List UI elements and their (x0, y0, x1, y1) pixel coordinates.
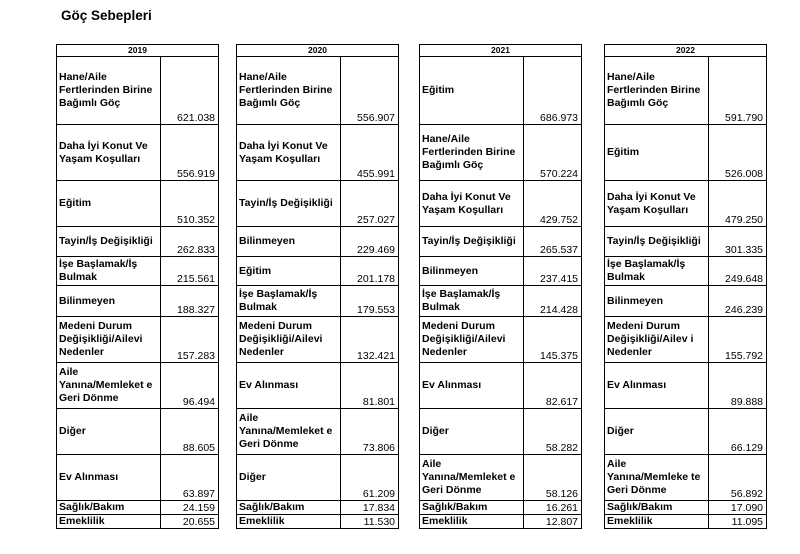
reason-label: Daha İyi Konut Ve Yaşam Koşulları (605, 181, 709, 227)
table-row (57, 317, 219, 363)
reason-label: Hane/Aile Fertlerinden Birine Bağımlı Göç (237, 57, 341, 125)
reason-label: Bilinmeyen (57, 286, 161, 317)
table-row (237, 501, 399, 515)
reason-label: Medeni Durum Değişikliği/Ailevi Nedenler (237, 317, 341, 363)
reason-label: Emeklilik (237, 515, 341, 529)
reason-value: 24.159 (161, 501, 219, 515)
reason-value: 66.129 (709, 409, 767, 455)
table-row (57, 455, 219, 501)
reason-value: 229.469 (341, 227, 399, 257)
reason-label: Sağlık/Bakım (605, 501, 709, 515)
reason-value: 246.239 (709, 286, 767, 317)
table-year-header: 2022 (605, 45, 767, 57)
reason-label: İşe Başlamak/İş Bulmak (237, 286, 341, 317)
table-year-header: 2019 (57, 45, 219, 57)
reason-value: 257.027 (341, 181, 399, 227)
table-row (605, 363, 767, 409)
reason-value: 132.421 (341, 317, 399, 363)
reason-value: 510.352 (161, 181, 219, 227)
table-row (57, 363, 219, 409)
reason-value: 556.907 (341, 57, 399, 125)
table-row (237, 286, 399, 317)
reason-label: Daha İyi Konut Ve Yaşam Koşulları (420, 181, 524, 227)
table-row (57, 57, 219, 125)
reason-label: Ev Alınması (57, 455, 161, 501)
reason-value: 265.537 (524, 227, 582, 257)
reason-value: 89.888 (709, 363, 767, 409)
reason-value: 11.095 (709, 515, 767, 529)
reason-label: Eğitim (420, 57, 524, 125)
reason-value: 570.224 (524, 125, 582, 181)
table-row (57, 257, 219, 286)
reason-label: Tayin/İş Değişikliği (237, 181, 341, 227)
reason-label: Diğer (237, 455, 341, 501)
reason-label: İşe Başlamak/İş Bulmak (57, 257, 161, 286)
reason-value: 63.897 (161, 455, 219, 501)
reason-label: Tayin/İş Değişikliği (57, 227, 161, 257)
reason-label: Ev Alınması (420, 363, 524, 409)
table-2022 (604, 44, 767, 529)
table-2019 (56, 44, 219, 529)
reason-value: 58.282 (524, 409, 582, 455)
table-row (237, 257, 399, 286)
reason-value: 686.973 (524, 57, 582, 125)
reason-label: Ev Alınması (605, 363, 709, 409)
reason-value: 73.806 (341, 409, 399, 455)
table-row (420, 515, 582, 529)
reason-label: Diğer (605, 409, 709, 455)
reason-value: 179.553 (341, 286, 399, 317)
reason-label: Sağlık/Bakım (237, 501, 341, 515)
reason-value: 12.807 (524, 515, 582, 529)
reason-label: Aile Yanına/Memleket e Geri Dönme (237, 409, 341, 455)
reason-value: 17.090 (709, 501, 767, 515)
reason-label: Hane/Aile Fertlerinden Birine Bağımlı Göç (420, 125, 524, 181)
reason-value: 81.801 (341, 363, 399, 409)
table-row (57, 515, 219, 529)
reason-value: 61.209 (341, 455, 399, 501)
table-row (237, 515, 399, 529)
reason-value: 249.648 (709, 257, 767, 286)
table-row (57, 227, 219, 257)
table-2020 (236, 44, 399, 529)
reason-value: 157.283 (161, 317, 219, 363)
table-row (237, 125, 399, 181)
table-row (420, 363, 582, 409)
table-row (420, 286, 582, 317)
reason-value: 96.494 (161, 363, 219, 409)
reason-label: Emeklilik (605, 515, 709, 529)
reason-value: 526.008 (709, 125, 767, 181)
reason-label: Eğitim (237, 257, 341, 286)
reason-value: 145.375 (524, 317, 582, 363)
table-row (57, 286, 219, 317)
reason-label: Hane/Aile Fertlerinden Birine Bağımlı Göç (605, 57, 709, 125)
table-row (605, 125, 767, 181)
table-row (420, 125, 582, 181)
page-title: Göç Sebepleri (61, 8, 152, 23)
reason-value: 591.790 (709, 57, 767, 125)
table-row (237, 181, 399, 227)
reason-value: 82.617 (524, 363, 582, 409)
reason-value: 188.327 (161, 286, 219, 317)
reason-label: Diğer (57, 409, 161, 455)
table-row (57, 181, 219, 227)
table-row (605, 317, 767, 363)
reason-label: Aile Yanına/Memleket e Geri Dönme (57, 363, 161, 409)
table-row (420, 501, 582, 515)
reason-label: Aile Yanına/Memleket e Geri Dönme (420, 455, 524, 501)
reason-value: 17.834 (341, 501, 399, 515)
reason-label: Bilinmeyen (605, 286, 709, 317)
reason-value: 479.250 (709, 181, 767, 227)
reason-value: 237.415 (524, 257, 582, 286)
reason-label: Emeklilik (420, 515, 524, 529)
reason-value: 56.892 (709, 455, 767, 501)
table-row (605, 515, 767, 529)
table-row (605, 227, 767, 257)
reason-label: Bilinmeyen (237, 227, 341, 257)
table-row (605, 181, 767, 227)
reason-value: 621.038 (161, 57, 219, 125)
reason-label: Medeni Durum Değişikliği/Ailevi Nedenler (57, 317, 161, 363)
table-row (57, 125, 219, 181)
table-row (237, 227, 399, 257)
reason-label: Eğitim (605, 125, 709, 181)
table-row (237, 317, 399, 363)
reason-value: 88.605 (161, 409, 219, 455)
table-row (605, 409, 767, 455)
table-year-header: 2021 (420, 45, 582, 57)
reason-label: Sağlık/Bakım (57, 501, 161, 515)
table-row (57, 501, 219, 515)
reason-value: 155.792 (709, 317, 767, 363)
table-row (237, 57, 399, 125)
reason-label: Medeni Durum Değişikliği/Ailev i Nedenler (605, 317, 709, 363)
reason-label: İşe Başlamak/İş Bulmak (420, 286, 524, 317)
reason-value: 556.919 (161, 125, 219, 181)
reason-label: Tayin/İş Değişikliği (605, 227, 709, 257)
table-row (237, 363, 399, 409)
reason-label: Emeklilik (57, 515, 161, 529)
table-row (420, 227, 582, 257)
reason-value: 201.178 (341, 257, 399, 286)
reason-value: 262.833 (161, 227, 219, 257)
table-row (420, 57, 582, 125)
table-year-header: 2020 (237, 45, 399, 57)
table-row (605, 501, 767, 515)
reason-value: 58.126 (524, 455, 582, 501)
table-row (57, 409, 219, 455)
reason-value: 429.752 (524, 181, 582, 227)
table-2021 (419, 44, 582, 529)
reason-label: Daha İyi Konut Ve Yaşam Koşulları (57, 125, 161, 181)
reason-value: 214.428 (524, 286, 582, 317)
table-row (237, 455, 399, 501)
table-row (420, 409, 582, 455)
reason-label: Hane/Aile Fertlerinden Birine Bağımlı Göç (57, 57, 161, 125)
reason-label: Sağlık/Bakım (420, 501, 524, 515)
reason-label: Bilinmeyen (420, 257, 524, 286)
table-row (605, 257, 767, 286)
table-row (237, 409, 399, 455)
reason-label: Ev Alınması (237, 363, 341, 409)
reason-value: 301.335 (709, 227, 767, 257)
table-row (420, 181, 582, 227)
table-row (420, 317, 582, 363)
reason-value: 20.655 (161, 515, 219, 529)
table-row (420, 257, 582, 286)
reason-label: Diğer (420, 409, 524, 455)
table-row (605, 286, 767, 317)
reason-value: 215.561 (161, 257, 219, 286)
reason-label: Daha İyi Konut Ve Yaşam Koşulları (237, 125, 341, 181)
reason-label: İşe Başlamak/İş Bulmak (605, 257, 709, 286)
reason-value: 16.261 (524, 501, 582, 515)
reason-label: Eğitim (57, 181, 161, 227)
reason-value: 11.530 (341, 515, 399, 529)
table-row (605, 455, 767, 501)
table-row (420, 455, 582, 501)
reason-label: Aile Yanına/Memleke te Geri Dönme (605, 455, 709, 501)
reason-label: Medeni Durum Değişikliği/Ailevi Nedenler (420, 317, 524, 363)
reason-value: 455.991 (341, 125, 399, 181)
table-row (605, 57, 767, 125)
reason-label: Tayin/İş Değişikliği (420, 227, 524, 257)
